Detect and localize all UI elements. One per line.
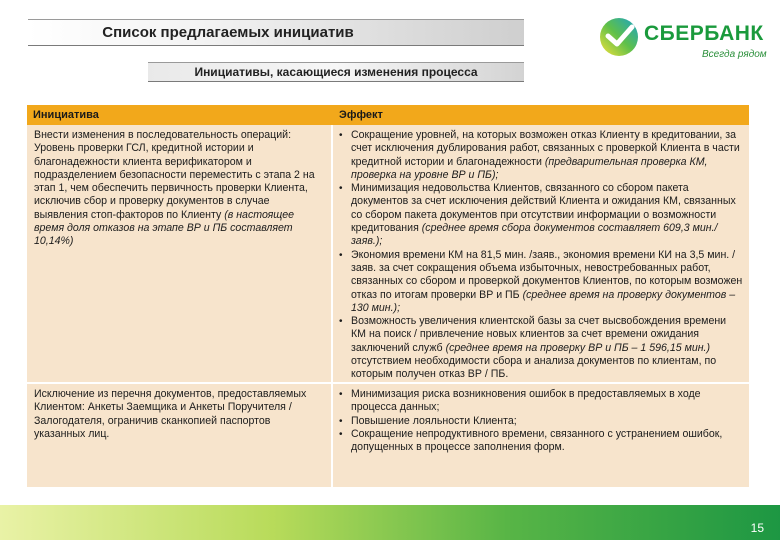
effect-note: (предварительная проверка КМ, проверка на уровне ВР и ПБ); bbox=[351, 155, 708, 181]
effect-text: Минимизация недовольства Клиентов, связанного со сбором пакета документов за счет исключения действий Клиента и ожидания КМ, связанных со сбором пакета документов при отсутствии информации о возможности кредитования bbox=[351, 182, 736, 235]
initiative-text: Исключение из перечня документов, предоставляемых Клиентом: Анкеты Заемщика и Анкеты Поручителя / Залогодателя, ограничив сканкопией паспортов указанных лиц. bbox=[34, 388, 307, 440]
bullet-icon: • bbox=[339, 249, 343, 261]
table-header-row bbox=[27, 105, 749, 125]
initiative-text: Внести изменения в последовательность операций: Уровень проверки ГСЛ, кредитной истории и благонадежности клиента верификатором и подразделением безопасности переместить с этапа 2 на этап 1, чем обеспечить первичность проверки Клиента, исключив сбор и проверку документов в случае выявления стоп-факторов по Клиенту bbox=[34, 129, 315, 221]
effect-item bbox=[338, 388, 743, 415]
column-header-initiative: Инициатива bbox=[33, 109, 99, 121]
row-divider bbox=[27, 382, 749, 384]
effect-text: Минимизация риска возникновения ошибок в предоставляемых в ходе процесса данных; bbox=[351, 388, 701, 414]
slide-subtitle: Инициативы, касающиеся изменения процесса bbox=[194, 65, 478, 79]
slide-title-bar bbox=[28, 19, 524, 46]
effect-text: Экономия времени КМ на 81,5 мин. /заяв., экономия времени КИ на 3,5 мин. /заяв. за счет сокращения объема избыточных, невостребованных работ, связанных со сбором и проверкой документов Клиентов, по которым возможен отказ по итогам проверки ВР и ПБ bbox=[351, 248, 743, 301]
effect-text: Повышение лояльности Клиента; bbox=[351, 414, 517, 427]
bullet-icon: • bbox=[339, 389, 343, 400]
effect-text: Сокращение уровней, на которых возможен отказ Клиенту в кредитовании, за счет исключения дублирования работ, связанных с проверкой Клиента в части кредитной истории и благонадежности bbox=[351, 129, 740, 168]
bullet-icon: • bbox=[339, 183, 343, 195]
effect-item bbox=[338, 249, 743, 315]
sberbank-logo bbox=[598, 16, 768, 66]
column-divider bbox=[331, 125, 333, 487]
initiative-note: (в настоящее время доля отказов на этапе ВР и ПБ составляет 10,14%) bbox=[34, 208, 295, 248]
initiatives-table bbox=[27, 105, 749, 487]
logo-slogan: Всегда рядом bbox=[702, 49, 767, 60]
table-row-1-effects bbox=[338, 129, 743, 382]
table-row-2-initiative bbox=[34, 388, 324, 441]
effect-item bbox=[338, 129, 743, 182]
effect-item bbox=[338, 315, 743, 381]
sberbank-logo-icon bbox=[598, 16, 640, 58]
bullet-icon: • bbox=[339, 316, 343, 328]
effect-note: (среднее время на проверку документов – 130 мин.); bbox=[351, 288, 736, 314]
slide-title: Список предлагаемых инициатив bbox=[102, 24, 354, 41]
slide-subtitle-bar bbox=[148, 62, 524, 82]
table-row-2-effects bbox=[338, 388, 743, 454]
effect-note: (среднее время сбора документов составляет 609,3 мин./заяв.); bbox=[351, 222, 718, 248]
footer-bar bbox=[0, 505, 780, 540]
effect-tail: отсутствием необходимости сбора и анализа документов по клиентам, по которым получен отказ ВР / ПБ. bbox=[351, 355, 717, 381]
effect-item bbox=[338, 182, 743, 248]
page-number: 15 bbox=[750, 521, 764, 535]
column-header-effect: Эффект bbox=[339, 109, 383, 121]
effect-item bbox=[338, 415, 743, 428]
bullet-icon: • bbox=[339, 428, 343, 440]
table-row-1-initiative bbox=[34, 129, 324, 249]
effect-item bbox=[338, 428, 743, 455]
effect-text: Сокращение непродуктивного времени, связанного с устранением ошибок, допущенных в процессе заполнения форм. bbox=[351, 427, 723, 454]
bullet-icon: • bbox=[339, 130, 343, 141]
logo-name: СБЕРБАНК bbox=[644, 22, 764, 45]
effect-note: (среднее время на проверку ВР и ПБ – 1 596,15 мин.) bbox=[445, 341, 711, 354]
effect-text: Возможность увеличения клиентской базы за счет высвобождения времени КМ на поиск / привлечение новых клиентов за счет времени ожидания заключений служб bbox=[351, 315, 727, 354]
bullet-icon: • bbox=[339, 415, 343, 427]
